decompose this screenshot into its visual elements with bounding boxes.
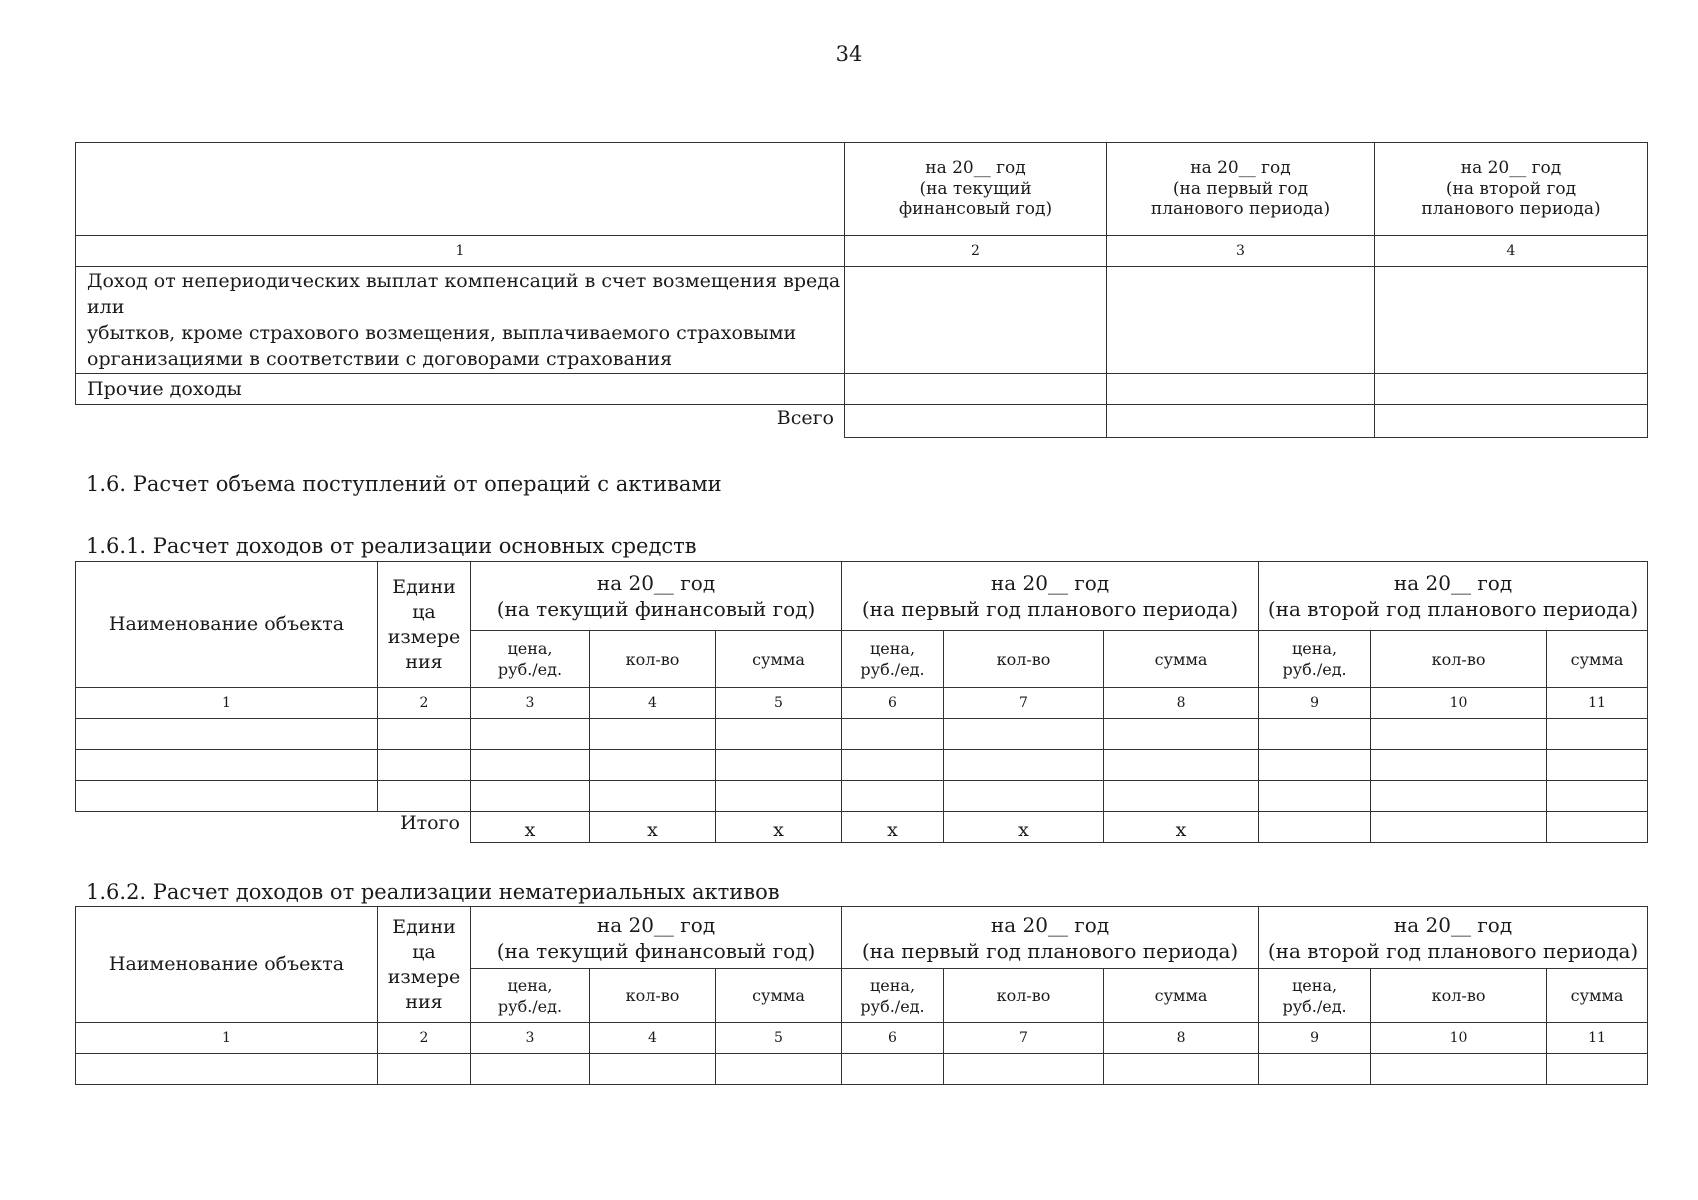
table-cell[interactable] xyxy=(716,781,842,812)
table-cell[interactable] xyxy=(471,1054,590,1085)
unit-header-line: ния xyxy=(405,990,443,1013)
price-header xyxy=(471,631,590,688)
value-cell[interactable] xyxy=(845,374,1107,405)
header-line: (на первый год xyxy=(1172,178,1309,199)
table-cell[interactable] xyxy=(842,781,944,812)
column-number: 5 xyxy=(716,688,842,719)
table-cell[interactable] xyxy=(1104,1054,1259,1085)
price-line: цена, xyxy=(1292,639,1338,658)
period-line: на 20__ год xyxy=(990,912,1110,937)
table-cell[interactable] xyxy=(944,750,1104,781)
value-cell[interactable] xyxy=(845,267,1107,374)
column-number: 6 xyxy=(842,1023,944,1054)
column-number: 11 xyxy=(1547,688,1648,719)
income-header-current-year xyxy=(845,143,1107,236)
total-cell[interactable] xyxy=(1259,812,1371,843)
unit-header-line: Едини xyxy=(392,575,456,598)
name-header: Наименование объекта xyxy=(76,562,378,688)
table-cell[interactable] xyxy=(1259,719,1371,750)
price-line: руб./ед. xyxy=(1282,660,1347,679)
column-number: 9 xyxy=(1259,1023,1371,1054)
period-line: на 20__ год xyxy=(990,571,1110,595)
period-header-first-plan xyxy=(842,562,1259,631)
column-number: 9 xyxy=(1259,688,1371,719)
header-line: планового периода) xyxy=(1421,199,1601,220)
total-row xyxy=(76,812,1648,843)
page-number: 34 xyxy=(835,42,863,66)
column-number: 10 xyxy=(1371,1023,1547,1054)
total-cell[interactable] xyxy=(845,405,1107,438)
column-number: 4 xyxy=(590,688,716,719)
total-mark: х xyxy=(471,812,590,843)
table-cell[interactable] xyxy=(378,1054,471,1085)
fixed-assets-table xyxy=(75,561,1648,843)
total-cell[interactable] xyxy=(1107,405,1375,438)
table-cell[interactable] xyxy=(944,719,1104,750)
section-heading-1-6-2: 1.6.2. Расчет доходов от реализации нематериальных активов xyxy=(86,880,780,904)
table-cell[interactable] xyxy=(1104,719,1259,750)
header-line: на 20__ год xyxy=(1460,158,1562,179)
sum-header: сумма xyxy=(716,631,842,688)
column-number: 5 xyxy=(716,1023,842,1054)
sum-header: сумма xyxy=(1547,631,1648,688)
table-cell[interactable] xyxy=(842,1054,944,1085)
total-mark: х xyxy=(716,812,842,843)
table-cell[interactable] xyxy=(1259,781,1371,812)
column-number: 3 xyxy=(1107,236,1375,267)
total-label: Всего xyxy=(776,407,834,429)
table-row xyxy=(76,267,1648,374)
table-cell[interactable] xyxy=(716,1054,842,1085)
header-line: на 20__ год xyxy=(1190,158,1291,179)
total-mark: х xyxy=(1104,812,1259,843)
table-cell[interactable] xyxy=(1104,781,1259,812)
table-row xyxy=(76,374,1648,405)
sum-header: сумма xyxy=(716,969,842,1023)
table-row xyxy=(76,719,1648,750)
table-row xyxy=(76,750,1648,781)
row-label-line: Доход от непериодических выплат компенсаций в счет возмещения вреда или xyxy=(87,270,841,318)
table-cell[interactable] xyxy=(76,1054,378,1085)
table-cell[interactable] xyxy=(716,719,842,750)
total-row xyxy=(76,405,1648,438)
price-header xyxy=(1259,969,1371,1023)
table-cell[interactable] xyxy=(590,781,716,812)
price-line: цена, xyxy=(507,639,553,658)
unit-header-line: измере xyxy=(387,965,461,988)
table-cell[interactable] xyxy=(1371,781,1547,812)
price-line: руб./ед. xyxy=(497,996,563,1016)
column-number: 10 xyxy=(1371,688,1547,719)
total-mark: х xyxy=(590,812,716,843)
period-header-second-plan xyxy=(1259,562,1648,631)
column-number: 1 xyxy=(76,236,845,267)
price-header xyxy=(471,969,590,1023)
price-line: руб./ед. xyxy=(497,660,563,679)
income-header-empty xyxy=(76,143,845,236)
total-cell[interactable] xyxy=(1375,405,1648,438)
table-cell[interactable] xyxy=(1371,750,1547,781)
header-line: планового периода) xyxy=(1150,199,1331,220)
income-column-numbers-row xyxy=(76,236,1648,267)
column-number: 2 xyxy=(845,236,1107,267)
price-line: руб./ед. xyxy=(1282,996,1347,1016)
header-line: (на текущий xyxy=(919,178,1032,199)
unit-header-line: Едини xyxy=(392,915,456,938)
table-cell[interactable] xyxy=(590,719,716,750)
table-cell[interactable] xyxy=(1259,750,1371,781)
row-label-line: организациями в соответствии с договорами страхования xyxy=(87,348,673,370)
value-cell[interactable] xyxy=(1375,374,1648,405)
period-line: (на текущий финансовый год) xyxy=(496,597,816,621)
table-cell[interactable] xyxy=(76,719,378,750)
period-line: на 20__ год xyxy=(1393,571,1513,595)
value-cell[interactable] xyxy=(1107,374,1375,405)
column-number: 6 xyxy=(842,688,944,719)
table-cell[interactable] xyxy=(378,719,471,750)
table-cell[interactable] xyxy=(1371,719,1547,750)
unit-header-line: измере xyxy=(387,625,461,648)
column-number: 2 xyxy=(378,1023,471,1054)
table-cell[interactable] xyxy=(590,750,716,781)
qty-header: кол-во xyxy=(944,969,1104,1023)
table-cell[interactable] xyxy=(1371,1054,1547,1085)
section-heading-1-6-1: 1.6.1. Расчет доходов от реализации основных средств xyxy=(86,534,697,558)
table-cell[interactable] xyxy=(471,781,590,812)
intangible-assets-table xyxy=(75,906,1648,1085)
table-cell[interactable] xyxy=(842,750,944,781)
unit-header xyxy=(378,562,471,688)
qty-header: кол-во xyxy=(590,631,716,688)
table-cell[interactable] xyxy=(76,750,378,781)
value-cell[interactable] xyxy=(1107,267,1375,374)
period-header-second-plan xyxy=(1259,907,1648,969)
total-cell[interactable] xyxy=(1371,812,1547,843)
table-cell[interactable] xyxy=(378,750,471,781)
name-header: Наименование объекта xyxy=(76,907,378,1023)
income-header-second-plan-year xyxy=(1375,143,1648,236)
price-header xyxy=(842,969,944,1023)
price-line: цена, xyxy=(1292,975,1338,995)
period-line: на 20__ год xyxy=(1393,912,1513,937)
qty-header: кол-во xyxy=(944,631,1104,688)
period-line: на 20__ год xyxy=(596,912,716,937)
qty-header: кол-во xyxy=(1371,631,1547,688)
period-header-first-plan xyxy=(842,907,1259,969)
period-line: (на второй год планового периода) xyxy=(1267,938,1639,963)
sum-header: сумма xyxy=(1547,969,1648,1023)
price-header xyxy=(1259,631,1371,688)
column-number: 3 xyxy=(471,1023,590,1054)
table-cell[interactable] xyxy=(590,1054,716,1085)
header-line: (на второй год xyxy=(1445,178,1577,199)
sum-header: сумма xyxy=(1104,969,1259,1023)
total-mark: х xyxy=(842,812,944,843)
table-cell[interactable] xyxy=(471,719,590,750)
price-line: руб./ед. xyxy=(860,996,925,1016)
period-header-current xyxy=(471,907,842,969)
sum-header: сумма xyxy=(1104,631,1259,688)
qty-header: кол-во xyxy=(590,969,716,1023)
table-cell[interactable] xyxy=(716,750,842,781)
price-line: цена, xyxy=(507,975,553,995)
table-row xyxy=(76,1054,1648,1085)
period-line: (на первый год планового периода) xyxy=(861,938,1239,963)
table-header-row xyxy=(76,907,1648,969)
column-number: 4 xyxy=(1375,236,1648,267)
row-label-compensation-income xyxy=(76,267,845,374)
column-number: 11 xyxy=(1547,1023,1648,1054)
period-line: (на второй год планового периода) xyxy=(1267,597,1639,621)
income-table-header-row xyxy=(76,143,1648,236)
table-row xyxy=(76,781,1648,812)
row-label-line: убытков, кроме страхового возмещения, выплачиваемого страховыми xyxy=(87,322,797,344)
period-line: (на текущий финансовый год) xyxy=(496,938,816,963)
table-cell[interactable] xyxy=(378,781,471,812)
table-cell[interactable] xyxy=(1547,1054,1648,1085)
period-line: на 20__ год xyxy=(596,571,716,595)
column-numbers-row xyxy=(76,688,1648,719)
unit-header xyxy=(378,907,471,1023)
price-header xyxy=(842,631,944,688)
table-cell[interactable] xyxy=(1547,750,1648,781)
table-cell[interactable] xyxy=(944,781,1104,812)
total-label: Итого xyxy=(400,812,460,834)
table-cell[interactable] xyxy=(944,1054,1104,1085)
table-cell[interactable] xyxy=(1547,781,1648,812)
column-numbers-row xyxy=(76,1023,1648,1054)
total-mark: х xyxy=(944,812,1104,843)
period-header-current xyxy=(471,562,842,631)
column-number: 2 xyxy=(378,688,471,719)
column-number: 7 xyxy=(944,688,1104,719)
column-number: 3 xyxy=(471,688,590,719)
period-line: (на первый год планового периода) xyxy=(861,597,1239,621)
row-label-other-income: Прочие доходы xyxy=(76,374,845,405)
table-cell[interactable] xyxy=(1104,750,1259,781)
column-number: 1 xyxy=(76,1023,378,1054)
column-number: 4 xyxy=(590,1023,716,1054)
income-header-first-plan-year xyxy=(1107,143,1375,236)
unit-header-line: ца xyxy=(412,600,436,623)
table-cell[interactable] xyxy=(471,750,590,781)
table-cell[interactable] xyxy=(1547,719,1648,750)
table-cell[interactable] xyxy=(842,719,944,750)
table-cell[interactable] xyxy=(76,781,378,812)
price-line: руб./ед. xyxy=(860,660,925,679)
header-line: на 20__ год xyxy=(925,158,1026,179)
table-cell[interactable] xyxy=(1259,1054,1371,1085)
section-heading-1-6: 1.6. Расчет объема поступлений от операций с активами xyxy=(86,472,722,496)
total-spacer xyxy=(76,812,378,843)
total-cell[interactable] xyxy=(1547,812,1648,843)
price-line: цена, xyxy=(869,975,916,995)
value-cell[interactable] xyxy=(1375,267,1648,374)
column-number: 8 xyxy=(1104,688,1259,719)
price-line: цена, xyxy=(869,639,916,658)
table-header-row xyxy=(76,562,1648,631)
unit-header-line: ния xyxy=(405,650,443,673)
income-table xyxy=(75,142,1648,438)
column-number: 1 xyxy=(76,688,378,719)
qty-header: кол-во xyxy=(1371,969,1547,1023)
column-number: 8 xyxy=(1104,1023,1259,1054)
unit-header-line: ца xyxy=(412,940,436,963)
header-line: финансовый год) xyxy=(898,199,1053,220)
column-number: 7 xyxy=(944,1023,1104,1054)
